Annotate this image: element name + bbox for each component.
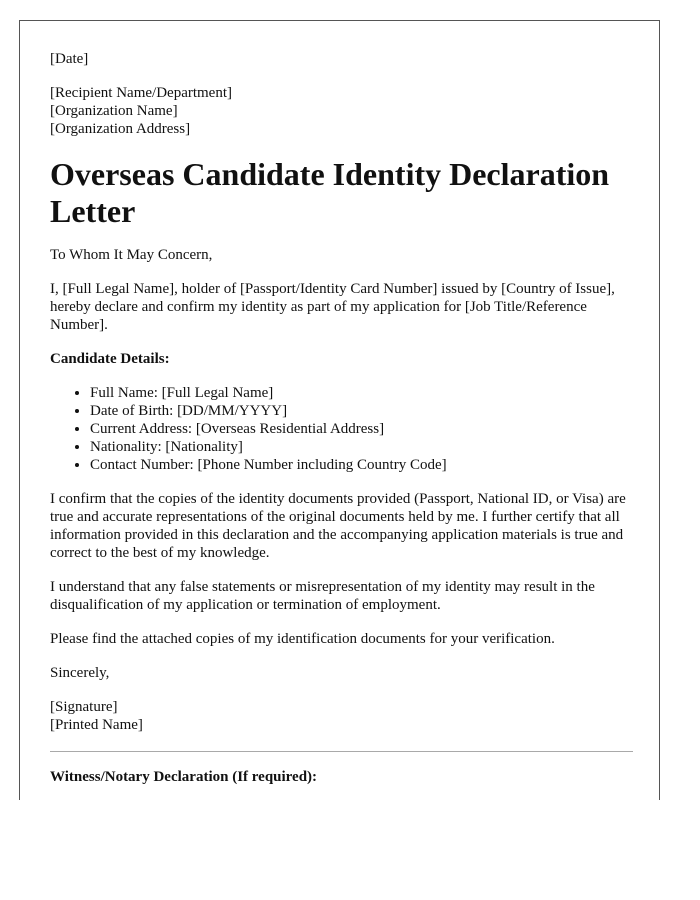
- list-item: • Full Name: [Full Legal Name]: [90, 384, 635, 402]
- date-line: [Date]: [50, 51, 89, 67]
- divider: [50, 751, 633, 752]
- list-item: • Date of Birth: [DD/MM/YYYY]: [90, 402, 635, 420]
- recipient-block: [50, 84, 635, 138]
- signature-block: [50, 698, 635, 734]
- list-item: • Current Address: [Overseas Residential Address]: [90, 420, 635, 438]
- letter-page: [19, 20, 660, 800]
- candidate-details-list: [50, 384, 635, 474]
- organization-address: [Organization Address]: [50, 121, 191, 137]
- list-item: • Contact Number: [Phone Number including Country Code]: [90, 456, 635, 474]
- signature-placeholder: [Signature]: [50, 699, 118, 715]
- salutation: To Whom It May Concern,: [50, 247, 213, 263]
- closing: Sincerely,: [50, 665, 110, 681]
- letter-content: [50, 50, 635, 786]
- confirmation-paragraph: I confirm that the copies of the identity documents provided (Passport, National ID, or Visa) are true and accurate representations of the original documents held by me. I further certify that all information provided in this declaration and the accompanying application materials is true and correct to the best of my knowledge.: [50, 491, 626, 561]
- letter-title: Overseas Candidate Identity Declaration Letter: [50, 156, 610, 229]
- witness-heading: Witness/Notary Declaration (If required):: [50, 769, 318, 785]
- attachment-note: Please find the attached copies of my identification documents for your verification.: [50, 631, 555, 647]
- list-item: • Nationality: [Nationality]: [90, 438, 635, 456]
- printed-name-placeholder: [Printed Name]: [50, 717, 143, 733]
- understanding-paragraph: I understand that any false statements or misrepresentation of my identity may result in the disqualification of my application or termination of employment.: [50, 579, 595, 613]
- organization-name: [Organization Name]: [50, 103, 178, 119]
- candidate-details-heading: Candidate Details:: [50, 351, 170, 367]
- intro-paragraph: I, [Full Legal Name], holder of [Passport/Identity Card Number] issued by [Country of Issue], hereby declare and confirm my identity as part of my application for [Job Title/Reference Number].: [50, 281, 615, 333]
- recipient-name: [Recipient Name/Department]: [50, 85, 233, 101]
